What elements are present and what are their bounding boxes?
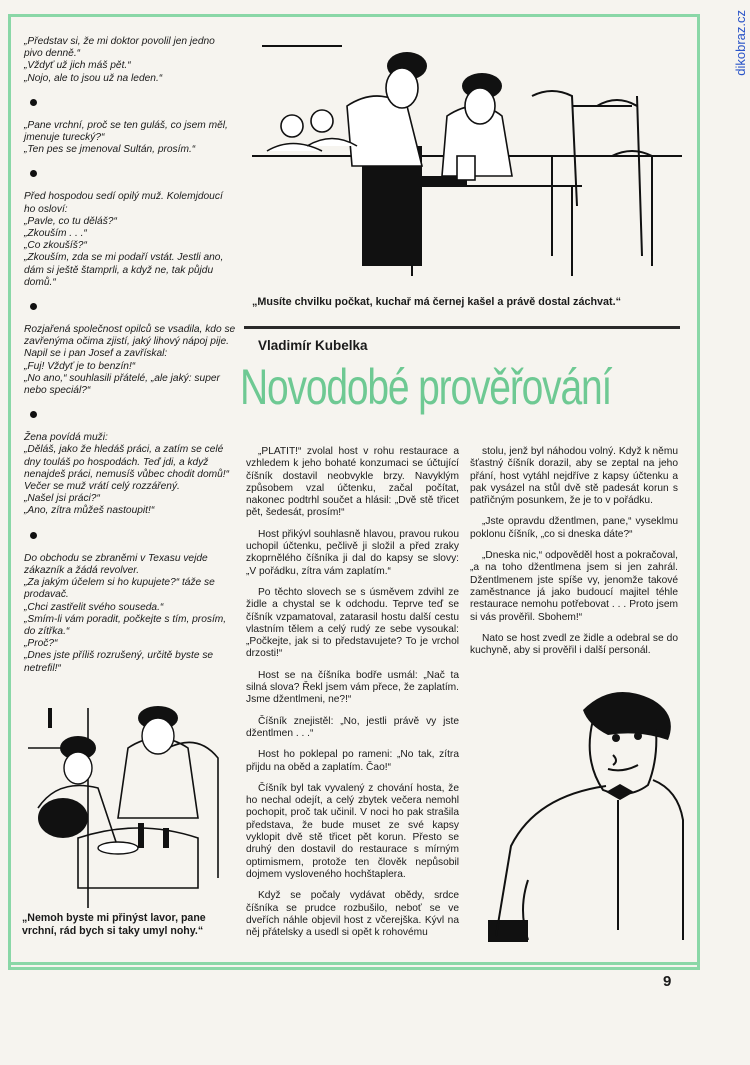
joke-line: „Nojo, ale to jsou už na leden.“ [24, 72, 163, 84]
joke-line: „Fuj! Vždyť je to benzín!“ [24, 360, 136, 372]
joke-item [24, 36, 236, 85]
author-name: Vladimír Kubelka [258, 338, 368, 353]
joke-item [24, 120, 236, 157]
bullet-dot [30, 99, 37, 106]
cartoon-caption-left: „Nemoh byste mi přinýst lavor, pane vrchní, rád bych si taky umyl nohy.“ [22, 912, 206, 937]
bullet-dot [30, 411, 37, 418]
joke-line: „Smím-li vám poradit, počkejte s tím, prosím, do zítřka.“ [24, 613, 227, 637]
joke-line: „Děláš, jako že hledáš práci, a zatím se celé dny touláš po hospodách. Teď jdi, a když nenajdeš práci, nemusíš vůbec chodit domů!“ [24, 444, 229, 480]
cartoon-caption-top: „Musíte chvilku počkat, kuchař má černej kašel a právě dostal záchvat.“ [252, 296, 622, 308]
page-number: 9 [663, 973, 672, 990]
joke-line: „Co zkoušíš?“ [24, 240, 87, 252]
joke-line: Večer se muž vrátí celý rozzářený. [24, 481, 180, 493]
restaurant-cartoon-left [18, 688, 238, 908]
watermark: dikobraz.cz [733, 10, 748, 76]
joke-line: „Proč?“ [24, 638, 58, 650]
bullet-dot [30, 170, 37, 177]
story-paragraph: Nato se host zvedl ze židle a odebral se do kuchyně, aby si prověřil i další personál. [470, 632, 678, 657]
title-rule [244, 326, 680, 329]
joke-line: „Našel jsi práci?“ [24, 493, 100, 505]
bullet-dot [30, 532, 37, 539]
bullet-dot [30, 303, 37, 310]
joke-line: „Vždyť už jich máš pět.“ [24, 60, 131, 72]
joke-line: „Představ si, že mi doktor povolil jen jedno pivo denně.“ [24, 36, 215, 60]
joke-line: „Za jakým účelem si ho kupujete?“ táže se prodavač. [24, 577, 215, 601]
joke-item [24, 553, 236, 675]
restaurant-cartoon-top [252, 36, 682, 286]
joke-line: Před hospodou sedí opilý muž. Kolemjdoucí ho osloví: [24, 191, 223, 215]
story-paragraph: Host přikývl souhlasně hlavou, pravou rukou uchopil účtenku, pečlivě ji složil a před zraky zkoprnělého číšníka ji dal do kapsy se slovy: „V pořádku, zítra vám zaplatím.“ [246, 528, 459, 577]
joke-line: „No ano,“ souhlasili přátelé, „ale jaký: super nebo speciál?“ [24, 372, 220, 397]
joke-line: „Zkouším, zda se mi podaří vstát. Jestli ano, dám si ještě štamprli, a když ne, tak půjdu domů.“ [24, 252, 224, 288]
story-paragraph: „Dneska nic,“ odpověděl host a pokračoval, „a na toho džentlmena jsem si jen zahrál. Džentlmenem jste spíše vy, jenomže takové zaměstnance já jako budoucí majitel téhle restaurace nemohu potřebovat . . . Proto jsem si vás prověřil. Sbohem!“ [470, 550, 678, 623]
story-paragraph: Číšník byl tak vyvalený z chování hosta, že ho nechal odejít, a celý zbytek večera nemohl pochopit, proč tak učinil. V noci ho pak strašila představa, že bude muset ze své kapsy vyklopit dvě stě třicet pět korun. Přesto se druhý den dostavil do restaurace s mírným optimismem, protože ten člověk nepůsobil dojmem vysloveného hochštaplera. [246, 782, 459, 880]
joke-line: „Pavle, co tu děláš?“ [24, 215, 117, 227]
joke-item [24, 432, 236, 517]
story-column-1 [246, 446, 459, 948]
joke-line: „Ten pes se jmenoval Sultán, prosím.“ [24, 144, 196, 156]
joke-line: „Ano, zítra můžeš nastoupit!“ [24, 505, 155, 517]
joke-line: „Zkouším . . .“ [24, 228, 87, 240]
story-paragraph: stolu, jenž byl náhodou volný. Když k němu šťastný číšník dorazil, aby se zeptal na jeho přání, host vytáhl nejdříve z kapsy účtenku a pak vysázel na stůl dvě stě padesát korun s patřičným posunkem, že je to v pořádku. [470, 446, 678, 507]
joke-line: Žena povídá muži: [24, 432, 108, 444]
story-paragraph: Číšník znejistěl: „No, jestli právě vy jste džentlmen . . .“ [246, 715, 459, 739]
story-paragraph: Po těchto slovech se s úsměvem zdvihl ze židle a chystal se k odchodu. Teprve teď se číšník vzpamatoval, zatarasil hostu další cestu vlastním tělem a celý rudý ze sebe vysoukal: „Počkejte, jak si to představujete? To je vrchol drzosti!“ [246, 586, 459, 660]
waiter-cartoon-right [488, 680, 688, 942]
story-paragraph: Host ho poklepal po rameni: „No tak, zítra přijdu na oběd a zaplatím. Čao!“ [246, 749, 459, 773]
story-column-2 [470, 446, 678, 666]
story-title: Novodobé prověřování [240, 359, 612, 415]
jokes-column [24, 36, 236, 679]
joke-line: „Chci zastřelit svého souseda.“ [24, 601, 164, 613]
story-paragraph: „Jste opravdu džentlmen, pane,“ vyseklmu poklonu číšník, „co si dneska dáte?“ [470, 516, 678, 540]
joke-line: Rozjařená společnost opilců se vsadila, kdo se zavřenýma očima zjistí, jaký lihový nápoj pije. Napil se i pan Josef a zavřískal: [24, 324, 236, 360]
story-paragraph: „PLATIT!“ zvolal host v rohu restaurace a vzhledem k jeho bohaté konzumaci se účtující číšník dostavil neobvykle brzy. Navyklým způsobem vzal účtenku, začal počítat, nakonec podtrhl součet a hlásil: „Dvě stě třicet pět, šedesát, prosím!“ [246, 446, 459, 519]
joke-item [24, 324, 236, 397]
story-paragraph: Host se na číšníka bodře usmál: „Nač ta silná slova? Řekl jsem vám přece, že zaplatím. Jsme džentlmeni, ne?!“ [246, 669, 459, 706]
joke-item [24, 191, 236, 289]
story-paragraph: Když se počaly vydávat obědy, srdce číšníka se prudce rozbušilo, neboť se ve dveřích náhle objevil host z včerejška. Kývl na něj přátelsky a usedl si opět k rohovému [246, 890, 459, 939]
green-frame-bottom-rule [8, 962, 698, 965]
joke-line: „Pane vrchní, proč se ten guláš, co jsem měl, jmenuje turecký?“ [24, 119, 228, 144]
joke-line: Do obchodu se zbraněmi v Texasu vejde zákazník a žádá revolver. [24, 552, 208, 576]
joke-line: „Dnes jste příliš rozrušený, určitě byste se netrefil!“ [24, 650, 214, 674]
